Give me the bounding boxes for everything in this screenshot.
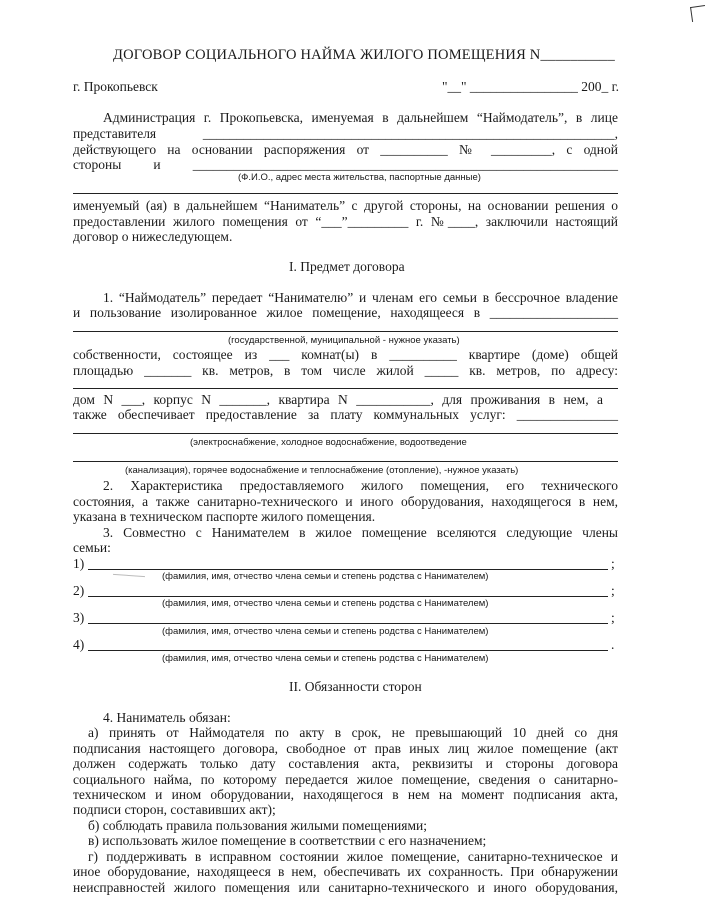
member-number: 2) — [73, 583, 85, 598]
clause-line: должен содержать только дату составления акта, реквизиты и стороны договора — [73, 756, 618, 771]
member-caption: (фамилия, имя, отчество члена семьи и степень родства с Нанимателем) — [162, 598, 489, 609]
preamble-line: предоставлении жилого помещения от “___”_________ г. №____, заключили настоящий — [73, 214, 618, 229]
contract-title: ДОГОВОР СОЦИАЛЬНОГО НАЙМА ЖИЛОГО ПОМЕЩЕНИЯ N__________ — [113, 47, 615, 63]
clause-line: 1. “Наймодатель” передает “Нанимателю” и членам его семьи в бессрочное владение — [103, 290, 618, 305]
scan-smudge — [113, 574, 145, 577]
clause-line: г) поддерживать в исправном состоянии жилое помещение, санитарно-техническое и — [88, 849, 618, 864]
member-number: 1) — [73, 556, 85, 571]
clause-line: социального найма, по которому передается жилое помещение, сведения о санитарно- — [73, 772, 618, 787]
member-number: 3) — [73, 610, 85, 625]
city: г. Прокопьевск — [73, 79, 158, 94]
clause-line: собственности, состоящее из ___ комнат(ы) в __________ квартире (доме) общей — [73, 347, 618, 362]
member-line-end: ; — [611, 610, 615, 625]
clause-line: 2. Характеристика предоставляемого жилого помещения, его технического — [103, 478, 618, 493]
preamble-line: Администрация г. Прокопьевска, именуемая в дальнейшем “Наймодатель”, в лице — [103, 110, 618, 125]
blank-line — [73, 461, 618, 462]
preamble-line: стороны и _______________________________________________________________ — [73, 157, 618, 172]
member-line-end: ; — [611, 583, 615, 598]
preamble-line: договор о нижеследующем. — [73, 229, 233, 244]
clause-line: иное оборудование, находящееся в нем, обеспечивать их сохранность. При обнаружении — [73, 864, 618, 879]
clause-line: 4. Наниматель обязан: — [103, 710, 231, 725]
member-caption: (фамилия, имя, отчество члена семьи и степень родства с Нанимателем) — [162, 571, 489, 582]
preamble-line: представителя _____________________________________________________________, — [73, 126, 618, 141]
clause-line: в) использовать жилое помещение в соответствии с его назначением; — [88, 833, 487, 848]
clause-line: техническом и ином оборудовании, находящегося в нем на момент подписания акта, — [73, 787, 618, 802]
member-line-end: ; — [611, 556, 615, 571]
clause-line: подписания настоящего договора, свободное от прав иных лиц жилое помещение (акт — [73, 741, 618, 756]
member-line — [88, 623, 608, 624]
blank-line — [73, 331, 618, 332]
member-line-end: . — [611, 637, 615, 652]
clause-line: а) принять от Наймодателя по акту в срок, не превышающий 10 дней со дня — [88, 725, 618, 740]
member-line — [88, 650, 608, 651]
section-heading: I. Предмет договора — [289, 259, 405, 274]
clause-line: состояния, а также санитарно-технического и иного оборудования, находящегося в нем, — [73, 494, 618, 509]
blank-line — [73, 193, 618, 194]
preamble-line: именуемый (ая) в дальнейшем “Наниматель” с другой стороны, на основании решения о — [73, 198, 618, 213]
member-caption: (фамилия, имя, отчество члена семьи и степень родства с Нанимателем) — [162, 626, 489, 637]
page-corner-mark — [690, 5, 707, 22]
clause-line: дом N ___, корпус N _______, квартира N ___________, для проживания в нем, а — [73, 392, 603, 407]
utilities-caption: (канализация), горячее водоснабжение и теплоснабжение (отопление), -нужное указать) — [125, 465, 519, 476]
clause-line: неисправностей жилого помещения или санитарно-технического и иного оборудования, — [73, 880, 618, 895]
member-line — [88, 596, 608, 597]
preamble-line: действующего на основании распоряжения от __________ № _________, с одной — [73, 142, 618, 157]
clause-line: подписи сторон, составивших акт); — [73, 802, 276, 817]
clause-line: б) соблюдать правила пользования жилыми помещениями; — [88, 818, 427, 833]
clause-line: площадью _______ кв. метров, в том числе жилой _____ кв. метров, по адресу: — [73, 363, 618, 378]
blank-line — [73, 433, 618, 434]
clause-line: и пользование изолированное жилое помещение, находящееся в ___________________ — [73, 305, 618, 320]
clause-line: указана в техническом паспорте жилого помещения. — [73, 509, 376, 524]
clause-line: семьи: — [73, 540, 111, 555]
clause-line: также обеспечивает предоставление за плату коммунальных услуг: _______________ — [73, 407, 618, 422]
section-heading: II. Обязанности сторон — [289, 679, 422, 694]
clause-line: 3. Совместно с Нанимателем в жилое помещение вселяются следующие члены — [103, 525, 618, 540]
member-caption: (фамилия, имя, отчество члена семьи и степень родства с Нанимателем) — [162, 653, 489, 664]
ownership-caption: (государственной, муниципальной - нужное указать) — [228, 335, 460, 346]
blank-line — [73, 388, 618, 389]
fio-caption: (Ф.И.О., адрес места жительства, паспортные данные) — [238, 172, 481, 183]
utilities-caption: (электроснабжение, холодное водоснабжение, водоотведение — [190, 437, 467, 448]
member-number: 4) — [73, 637, 85, 652]
member-line — [88, 569, 608, 570]
date-line: "__" ________________ 200_ г. — [442, 79, 620, 94]
